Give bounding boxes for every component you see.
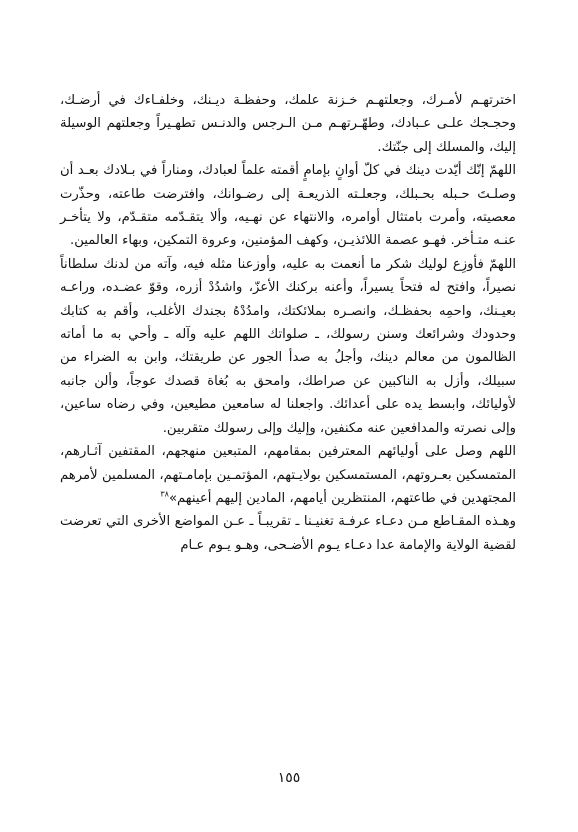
paragraph-chosen-ones: اخترتهـم لأمـرك، وجعلتهـم خـزنة علمك، وحفظـة ديـنك، وخلفـاءك في أرضـك، وحجـجك علـى عـبادك، وطهّـرتهـم مـن الـرجس والدنـس تطهـيراً وجعلتهم الوسيلة إليك، والمسلك إلى جنّتك. <box>60 93 516 155</box>
paragraph-followers-text: اللهم وصل على أوليائهم المعترفين بمقامهم، المتبعين منهجهم، المقتفين آثـارهم، المتمسكين بعـروتهم، المستمسكين بولايـتهم، المؤتمـين بإمامـتهم، المسلمين لأمرهم المجتهدين في طاعتهم، المنتظرين أيامهم، المادين إليهم أعينهم» <box>60 444 516 506</box>
footnote-reference: ٣٨ <box>160 489 169 499</box>
page-number: ١٥٥ <box>277 770 301 786</box>
paragraph-followers-blessing <box>60 440 516 510</box>
paragraph-imam-support: اللهمّ إنّك أيّدت دينك في كلّ أوانٍ بإمامٍ أقمته علماً لعبادك، ومناراً في بـلادك بعـد أن وصلـتَ حـبله بحـبلك، وجعلـته الذريعـة إلى رضـوانك، وافترضت طاعته، وحذّرت معصيته، وأمرت بامتثال أوامره، والانتهاء عن نهـيه، وألا يتقـدّمه متقـدّم، ولا يتأخـر عنـه متـأخر. فهـو عصمة اللائذيـن، وكهف المؤمنين، وعروة التمكين، وبهاء العالمين. <box>60 163 516 249</box>
paragraph-arafah-commentary: وهـذه المقـاطع مـن دعـاء عرفـة تغنيـنا ـ تقريبـاً ـ عـن المواضع الأخرى التي تعرضت لقضية الولاية والإمامة عدا دعـاء يـوم الأضـحى، وهـو يـوم عـام <box>60 514 516 553</box>
paragraph-supplication-guardian: اللهمّ فأوزِع لوليك شكر ما أنعمت به عليه، وأوزعنا مثله فيه، وآته من لدنك سلطاناً نصيراً، وافتح له فتحاً يسيراً، وأعنه بركنك الأعزّ، واشدُدْ أزره، وقوّ عضـده، وراعـه بعيـنك، واحمِه بحفظـك، وانصـره بملائكتك، وامدُدْهُ بجندك الأغلب، وأقم به كتابك وحدودك وشرائعك وسنن رسولك، ـ صلواتك اللهم عليه وآله ـ وأحي به ما أماته الظالمون من معالم دينك، وأجلُ به صدأ الجور عن طريقتك، وابن به الضراء من سبيلك، وأزل به الناكبين عن صراطك، وامحق به بُغاة قصدك عوجاً، وألن جانبه لأوليائك، وابسط يده على أعدائك. واجعلنا له سامعين مطيعين، وفي رضاه ساعين، وإلى نصرته والمدافعين عنه مكنفين، وإليك وإلى رسولك متقربين. <box>60 256 516 436</box>
